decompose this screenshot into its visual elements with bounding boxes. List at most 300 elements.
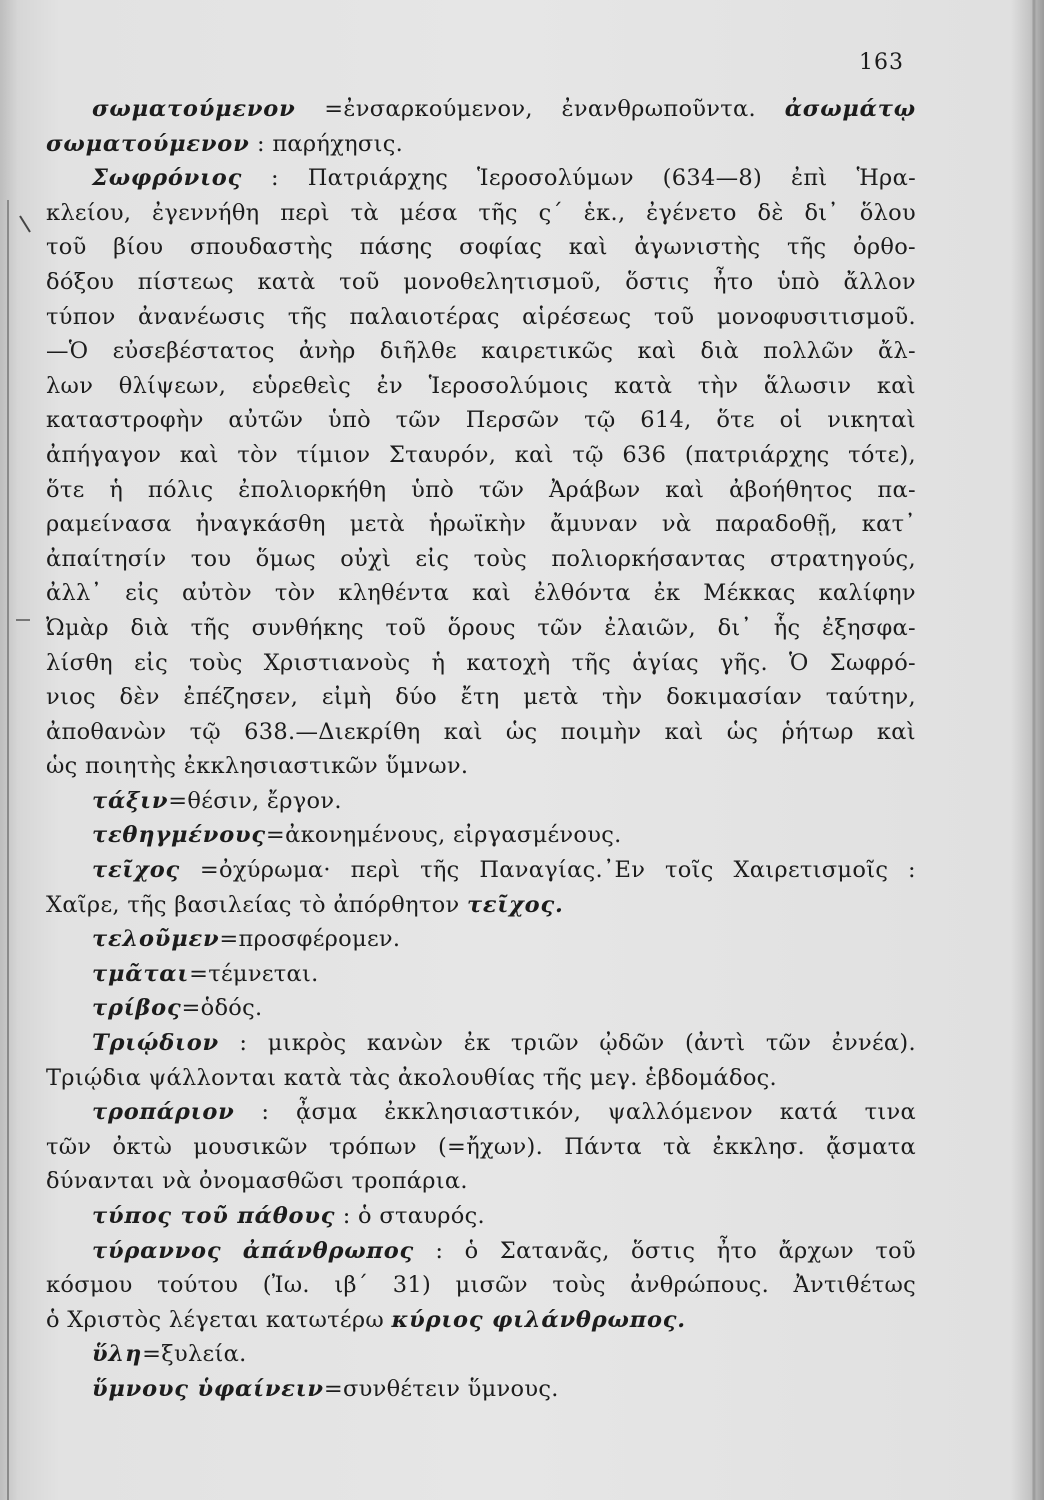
- text-word: καὶ: [876, 718, 916, 745]
- glossary-term: σωματούμενον: [46, 130, 250, 157]
- text-line: [46, 1199, 916, 1234]
- text-line-content: [46, 1303, 916, 1338]
- glossary-term: τεῖχος.: [466, 891, 564, 918]
- text-word: κατοχὴ: [466, 649, 551, 676]
- text-word: ἀνὴρ: [298, 338, 356, 365]
- text-line-content: [92, 784, 916, 819]
- text-span: ὁ Χριστὸς λέγεται κατωτέρω: [46, 1306, 392, 1333]
- text-line-content: [92, 1337, 916, 1372]
- text-line-content: [92, 991, 916, 1026]
- text-word: ὁ: [464, 1237, 479, 1264]
- text-line: [46, 576, 916, 611]
- text-word: τῆς: [571, 649, 612, 676]
- text-word: Μέκκας: [703, 580, 796, 607]
- text-word: ὀκτὼ: [112, 1133, 173, 1160]
- text-line-content: [46, 888, 916, 923]
- text-word: δύο: [395, 684, 437, 711]
- text-line-content: [46, 1164, 916, 1199]
- text-line-content: [46, 127, 916, 162]
- text-word: ταύτην,: [825, 684, 916, 711]
- glossary-term: τάξιν: [92, 787, 169, 814]
- glossary-term: ὕλη: [92, 1341, 143, 1368]
- text-word: ᾠδῶν: [599, 1030, 665, 1057]
- text-line-content: [46, 507, 916, 542]
- text-word: πα-: [877, 476, 916, 503]
- text-line: [46, 749, 916, 784]
- text-word: μετὰ: [523, 684, 579, 711]
- text-line-content: [46, 265, 916, 300]
- text-span: =ἀκονημένους, εἰργασμένους.: [265, 822, 622, 849]
- text-word: ἄλλον: [843, 268, 916, 295]
- text-word: τῶν: [46, 1133, 92, 1160]
- text-word: ἀγωνιστὴς: [634, 234, 761, 261]
- text-line-content: [92, 1199, 916, 1234]
- text-span: : παρήχησις.: [249, 130, 404, 157]
- glossary-term: τμᾶται: [92, 960, 190, 987]
- text-line: [46, 127, 916, 162]
- text-word: ὑπὸ: [411, 476, 455, 503]
- text-word: τοὺς: [189, 649, 243, 676]
- text-line: [46, 92, 916, 127]
- text-word: ὅστις: [631, 1237, 696, 1264]
- text-line: [46, 230, 916, 265]
- text-word: ὅστις: [625, 268, 690, 295]
- text-word: δι᾽: [717, 614, 753, 641]
- glossary-term-word: ἀσωμάτῳ: [784, 96, 916, 122]
- text-line: [46, 646, 916, 681]
- text-word: (πατριάρχης: [684, 441, 830, 468]
- text-word: Χριστιανοὺς: [263, 649, 411, 676]
- text-line: [46, 1095, 916, 1130]
- text-word: τὰ: [663, 1133, 692, 1160]
- text-span: =ὁδός.: [181, 995, 263, 1022]
- text-word: ὅτε: [716, 407, 755, 434]
- text-word: Σωφρό-: [829, 649, 916, 676]
- text-word: τὴν: [697, 372, 739, 399]
- text-word: ἐκ: [653, 580, 681, 607]
- text-word: αὐτῶν: [228, 407, 304, 434]
- text-word: τοὺς: [552, 1272, 606, 1299]
- text-word: ἐννέα).: [831, 1030, 916, 1057]
- text-span: =θέσιν, ἔργον.: [168, 787, 342, 814]
- glossary-text-block: [46, 92, 916, 1407]
- text-word: ὡς: [505, 718, 538, 745]
- text-line: [46, 438, 916, 473]
- text-word: ἦτο: [713, 268, 754, 295]
- text-word: τὸν: [274, 580, 316, 607]
- text-word: ἐλθόντα: [533, 580, 631, 607]
- text-line: [46, 680, 916, 715]
- text-word: Ἀντιθέτως: [793, 1272, 916, 1299]
- text-word: Πάντα: [564, 1133, 642, 1160]
- text-word: μισῶν: [455, 1272, 528, 1299]
- text-span: =προσφέρομεν.: [219, 926, 401, 953]
- text-word: οἱ: [779, 407, 803, 434]
- text-word: τὸν: [237, 441, 278, 468]
- text-line: [46, 853, 916, 888]
- text-word: μουσικῶν: [193, 1133, 308, 1160]
- text-word: Παναγίας.᾽Εν: [479, 857, 646, 884]
- text-line: [46, 1061, 916, 1096]
- text-word: ἀβοήθητος: [729, 476, 853, 503]
- text-word: περὶ: [350, 857, 401, 884]
- text-word: κόσμου: [46, 1272, 133, 1299]
- text-word: διῆλθε: [379, 338, 457, 365]
- text-word: θλίψεων,: [118, 372, 227, 399]
- text-word: καὶ: [665, 476, 705, 503]
- text-word: :: [908, 857, 916, 884]
- text-line: [46, 403, 916, 438]
- text-word: τῶν: [537, 614, 583, 641]
- text-word: κλείου,: [46, 199, 132, 226]
- text-word: Περσῶν: [465, 407, 560, 434]
- text-span: =τέμνεται.: [189, 960, 319, 987]
- text-line-content: [46, 230, 916, 265]
- glossary-term-word: σωματούμενον: [92, 96, 296, 122]
- text-word: τύπον: [46, 303, 116, 330]
- text-word: τῶν: [478, 476, 525, 503]
- text-word: :: [261, 1099, 270, 1126]
- text-word: ἀπαίτησίν: [46, 545, 167, 572]
- text-word: τίμιον: [296, 441, 371, 468]
- text-line: [46, 1026, 916, 1061]
- text-word: ἡρωϊκὴν: [428, 511, 527, 538]
- text-word: τοῦ: [875, 1237, 916, 1264]
- text-word: :: [239, 1030, 248, 1057]
- margin-pin-mark: [20, 216, 30, 232]
- text-word: δὲν: [119, 684, 160, 711]
- text-word: ἀνθρώπους.: [630, 1272, 770, 1299]
- text-word: τῶν: [765, 1030, 812, 1057]
- text-word: 614,: [640, 407, 692, 434]
- text-word: κανὼν: [366, 1030, 444, 1057]
- text-line-content: [46, 369, 916, 404]
- text-line: [46, 196, 916, 231]
- text-span: Τριῴδια ψάλλονται κατὰ τὰς ἀκολουθίας τῆς μεγ. ἑβδομάδος.: [46, 1064, 778, 1091]
- text-word: τῆς: [786, 234, 827, 261]
- text-word: πίστεως: [137, 268, 234, 295]
- text-word: στρατηγούς,: [770, 545, 916, 572]
- text-word: Ἱεροσολύμων: [477, 165, 634, 192]
- text-word: νικηταὶ: [827, 407, 916, 434]
- text-word: Σταυρόν,: [388, 441, 497, 468]
- text-word: Ὁ: [789, 649, 809, 676]
- text-span: ὡς ποιητὴς ἐκκλησιαστικῶν ὕμνων.: [46, 753, 469, 780]
- text-word: καὶ: [443, 718, 483, 745]
- text-word: γῆς.: [720, 649, 768, 676]
- text-word: Σατανᾶς,: [499, 1237, 610, 1264]
- glossary-term: τεθηγμένους: [92, 822, 266, 849]
- text-word: Ἱεροσολύμοις: [428, 372, 589, 399]
- text-word: ᾆσμα: [295, 1099, 358, 1126]
- text-line-content: [46, 1061, 916, 1096]
- text-line: [46, 542, 916, 577]
- text-line-content: [92, 1372, 916, 1407]
- text-word: ἐν: [376, 372, 403, 399]
- text-word: τούτου: [157, 1272, 239, 1299]
- text-word: μικρὸς: [267, 1030, 347, 1057]
- text-word: καὶ: [637, 338, 677, 365]
- text-word: τῆς: [478, 199, 518, 226]
- text-line: [46, 991, 916, 1026]
- text-word: πόλις: [147, 476, 214, 503]
- text-line: [46, 473, 916, 508]
- text-word: Ἡρα-: [856, 165, 916, 192]
- text-line: [46, 1303, 916, 1338]
- text-word: ἐπολιορκήθη: [238, 476, 387, 503]
- text-line-content: [46, 438, 916, 473]
- text-word: ἑκ.,: [583, 199, 626, 226]
- text-word: Ὠμὰρ: [46, 614, 109, 641]
- text-word: καὶ: [876, 372, 916, 399]
- text-line: [46, 922, 916, 957]
- text-word: μετὰ: [349, 511, 405, 538]
- glossary-term-word: ἀπάνθρωπος: [242, 1237, 415, 1264]
- text-word: ἀποθανὼν: [46, 718, 167, 745]
- text-word: βίου: [113, 234, 164, 261]
- text-line: [46, 818, 916, 853]
- text-word: συνθήκης: [251, 614, 364, 641]
- text-word: ἅλωσιν: [763, 372, 852, 399]
- text-word: τοῦ: [46, 234, 87, 261]
- text-word: πάσης: [359, 234, 433, 261]
- text-word: ἁγίας: [632, 649, 699, 676]
- text-word: ᾄσματα: [826, 1133, 916, 1160]
- text-word: ἦτο: [716, 1237, 758, 1264]
- text-word: κατά: [779, 1099, 838, 1126]
- text-line-content: [46, 300, 916, 335]
- text-span: Χαῖρε, τῆς βασιλείας τὸ ἀπόρθητον: [46, 891, 467, 918]
- text-word: (Ἰω.: [262, 1272, 310, 1299]
- text-word: οὐχὶ: [340, 545, 392, 572]
- text-word: ἀπήγαγον: [46, 441, 162, 468]
- text-line: [46, 265, 916, 300]
- text-line-content: [92, 1234, 916, 1269]
- text-word: 636: [622, 441, 667, 468]
- text-word: καὶ: [664, 718, 704, 745]
- text-word: ραμείνασα: [46, 511, 172, 538]
- text-word: ὑπὸ: [776, 268, 820, 295]
- text-word: τῆς: [420, 857, 460, 884]
- text-word: ἐκ: [463, 1030, 491, 1057]
- text-line: [46, 1372, 916, 1407]
- text-line-content: [46, 403, 916, 438]
- text-word: μέσα: [399, 199, 458, 226]
- text-word: τριῶν: [510, 1030, 579, 1057]
- text-word: παλαιοτέρας: [349, 303, 500, 330]
- text-word: :: [270, 165, 279, 192]
- text-line: [46, 957, 916, 992]
- text-word: ῥήτωρ: [781, 718, 854, 745]
- text-span: δύνανται νὰ ὀνομασθῶσι τροπάρια.: [46, 1168, 468, 1195]
- glossary-term-word: τροπάριον: [92, 1099, 235, 1126]
- glossary-term: τελοῦμεν: [92, 926, 220, 953]
- text-word: κατ᾽: [861, 511, 916, 538]
- text-word: ποιμὴν: [560, 718, 642, 745]
- text-word: τῷ: [189, 718, 221, 745]
- text-word: ὅλου: [859, 199, 916, 226]
- text-word: ἄλ-: [877, 338, 916, 365]
- text-word: παραδοθῇ,: [715, 511, 838, 538]
- text-word: ἔτη: [460, 684, 500, 711]
- text-line-content: [46, 646, 916, 681]
- text-word: διὰ: [700, 338, 740, 365]
- text-word: καὶ: [179, 441, 219, 468]
- text-word: σπουδαστὴς: [190, 234, 333, 261]
- text-word: τὴν: [602, 684, 643, 711]
- text-line-content: [92, 957, 916, 992]
- text-line: [46, 888, 916, 923]
- text-word: τῆς: [287, 303, 328, 330]
- text-word: ἀνανέωσις: [138, 303, 266, 330]
- text-word: τοῦ: [385, 614, 427, 641]
- text-line-content: [46, 473, 916, 508]
- text-word: κληθέντα: [338, 580, 450, 607]
- text-span: =ξυλεία.: [142, 1341, 247, 1368]
- text-word: τῷ: [584, 407, 616, 434]
- text-word: δόξου: [46, 268, 115, 295]
- text-word: εἰς: [125, 580, 160, 607]
- text-word: εὐσεβέστατος: [112, 338, 275, 365]
- text-word: ὡς: [726, 718, 759, 745]
- text-word: τὰ: [350, 199, 379, 226]
- text-word: δοκιμασίαν: [666, 684, 803, 711]
- text-line: [46, 611, 916, 646]
- glossary-term: τρίβος: [92, 995, 182, 1022]
- text-word: τοῦ: [339, 268, 380, 295]
- text-line: [46, 369, 916, 404]
- text-word: καταστροφὴν: [46, 407, 204, 434]
- text-word: καὶ: [568, 234, 608, 261]
- text-line-content: [46, 334, 916, 369]
- text-word: ὀρθο-: [852, 234, 916, 261]
- text-line-content: [46, 542, 916, 577]
- text-line-content: [46, 196, 916, 231]
- text-word: περὶ: [280, 199, 330, 226]
- text-word: =ἐνσαρκούμενον,: [324, 96, 533, 122]
- text-line-content: [92, 922, 916, 957]
- text-word: ἐγεννήθη: [152, 199, 260, 226]
- text-word: ψαλλόμενον: [607, 1099, 754, 1126]
- text-word: ς΄: [538, 199, 564, 226]
- glossary-term-word: τεῖχος: [92, 857, 181, 884]
- text-word: λίσθη: [46, 649, 113, 676]
- text-line-content: [92, 1026, 916, 1061]
- text-line-content: [46, 1130, 916, 1165]
- glossary-term-word: Τριῴδιον: [92, 1030, 219, 1057]
- text-line: [46, 784, 916, 819]
- text-span: : ὁ σταυρός.: [335, 1203, 485, 1229]
- text-word: κατὰ: [614, 372, 673, 399]
- glossary-term: τύπος τοῦ πάθους: [92, 1203, 336, 1229]
- text-word: τοῖς: [665, 857, 714, 884]
- text-line-content: [46, 576, 916, 611]
- text-line: [46, 334, 916, 369]
- text-word: εἰς: [134, 649, 169, 676]
- text-span: =συνθέτειν ὕμνους.: [323, 1375, 559, 1402]
- text-word: ἄρχων: [778, 1237, 855, 1264]
- text-word: ἄμυναν: [550, 511, 638, 538]
- text-line-content: [92, 1095, 916, 1130]
- glossary-term: κύριος φιλάνθρωπος.: [391, 1306, 686, 1333]
- text-word: τῶν: [395, 407, 442, 434]
- text-word: 638.—Διεκρίθη: [244, 718, 421, 745]
- text-word: :: [435, 1237, 444, 1264]
- text-word: τινα: [864, 1099, 916, 1126]
- glossary-term: ὕμνους ὑφαίνειν: [92, 1375, 324, 1402]
- text-line: [46, 507, 916, 542]
- text-word: ἐπὶ: [790, 165, 828, 192]
- text-word: ἐκκλησιαστικόν,: [384, 1099, 582, 1126]
- text-word: πολλῶν: [763, 338, 854, 365]
- text-word: τότε),: [848, 441, 916, 468]
- text-word: ὅμως: [255, 545, 316, 572]
- text-word: ἐπέζησεν,: [183, 684, 299, 711]
- text-word: εἰς: [415, 545, 450, 572]
- text-word: εἰμὴ: [321, 684, 372, 711]
- text-word: ἠναγκάσθη: [195, 511, 326, 538]
- text-word: καὶ: [514, 441, 554, 468]
- text-line: [46, 1337, 916, 1372]
- text-word: καιρετικῶς: [481, 338, 614, 365]
- text-word: αὐτὸν: [181, 580, 252, 607]
- text-word: πολιορκήσαντας: [551, 545, 746, 572]
- text-line-content: [46, 1268, 916, 1303]
- text-word: ἐγένετο: [646, 199, 737, 226]
- text-word: μονοθελητισμοῦ,: [403, 268, 602, 295]
- text-word: ἡ: [109, 476, 124, 503]
- text-word: ἀλλ᾽: [46, 580, 103, 607]
- text-word: μονοφυσιτισμοῦ.: [716, 303, 916, 330]
- glossary-term-word: τύραννος: [92, 1237, 222, 1264]
- text-line: [46, 715, 916, 750]
- text-word: εὑρεθεὶς: [251, 372, 352, 399]
- text-word: καλίφην: [818, 580, 916, 607]
- text-line: [46, 1234, 916, 1269]
- text-word: δι᾽: [804, 199, 839, 226]
- text-word: (ἀντὶ: [684, 1030, 746, 1057]
- text-word: (634—8): [662, 165, 763, 192]
- text-word: Πατριάρχης: [307, 165, 449, 192]
- text-word: τοῦ: [653, 303, 695, 330]
- text-word: του: [190, 545, 232, 572]
- text-line: [46, 1164, 916, 1199]
- text-word: Χαιρετισμοῖς: [733, 857, 889, 884]
- text-line: [46, 300, 916, 335]
- text-word: ἐλαιῶν,: [604, 614, 696, 641]
- text-word: τῆς: [190, 614, 230, 641]
- text-word: ἧς: [773, 614, 801, 641]
- text-word: Ἀράβων: [549, 476, 641, 503]
- text-word: =ὀχύρωμα·: [199, 857, 331, 884]
- text-word: αἱρέσεως: [522, 303, 632, 330]
- text-line: [46, 1268, 916, 1303]
- text-line-content: [92, 161, 916, 196]
- text-word: ἐνανθρωποῦντα.: [561, 96, 756, 122]
- text-word: —Ὁ: [46, 338, 89, 365]
- text-line-content: [46, 715, 916, 750]
- text-line-content: [46, 749, 916, 784]
- text-word: ἡ: [431, 649, 446, 676]
- text-line-content: [46, 611, 916, 646]
- text-word: ὅρους: [447, 614, 516, 641]
- text-word: τῷ: [572, 441, 604, 468]
- text-word: σοφίας: [459, 234, 543, 261]
- text-line-content: [92, 853, 916, 888]
- text-word: κατὰ: [257, 268, 316, 295]
- text-word: νὰ: [661, 511, 692, 538]
- text-word: ἐξησφα-: [821, 614, 916, 641]
